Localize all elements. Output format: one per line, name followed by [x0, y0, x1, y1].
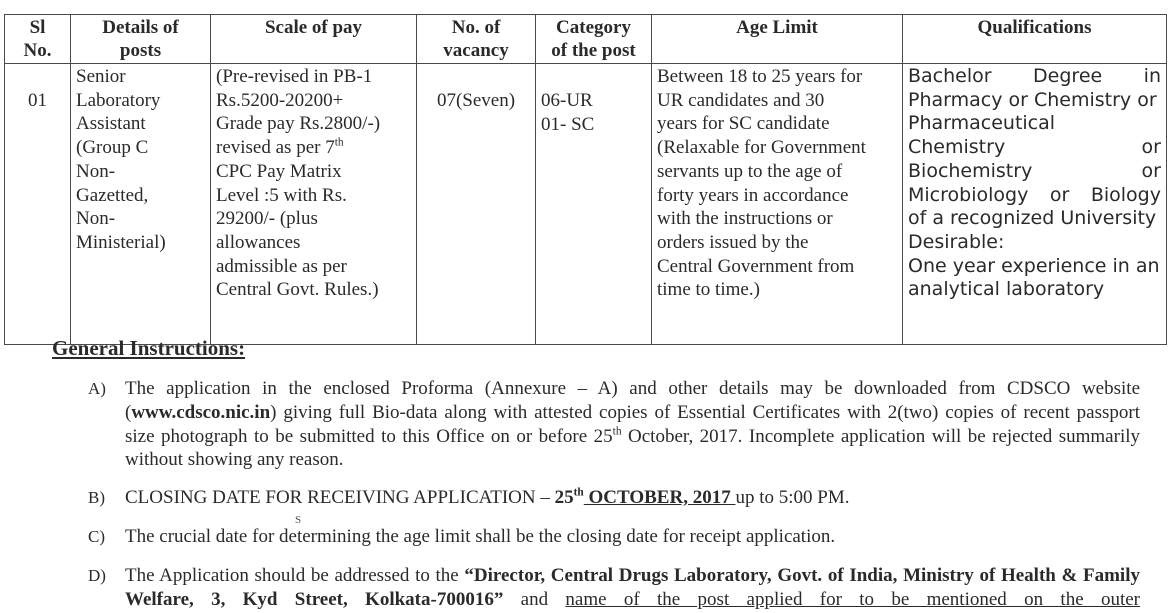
- instruction-label: A): [88, 379, 106, 398]
- cell-qualifications: Bachelor Degree in Pharmacy or Chemistry or Pharmaceutical Chemistry or Biochemistry or Microbiology or Biology of a recognized University Desirable: One year experience in an analytical laboratory: [903, 64, 1167, 345]
- vacancy-table: [4, 14, 1167, 345]
- cell-category: 06-UR 01- SC: [536, 64, 652, 345]
- instruction-text: The crucial date for determining the age limit shall be the closing date for receipt application.: [125, 526, 836, 547]
- table-row: [5, 64, 1167, 345]
- table-header-row: [5, 15, 1167, 64]
- instruction-a: [88, 377, 1140, 472]
- col-header-age-limit: Age Limit: [652, 15, 903, 64]
- stray-scan-mark: S: [295, 514, 302, 526]
- col-header-scale-of-pay: Scale of pay: [211, 15, 417, 64]
- instruction-text: The application in the enclosed Proforma (Annexure – A) and other details may be downloaded from CDSCO website (www.cdsco.nic.in) giving full Bio-data along with attested copies of Essential Certificates with 2(two) copies of recent passport size photograph to be submitted to this Office on or before 25th October, 2017. Incomplete application will be rejected summarily without showing any reason.: [125, 378, 1140, 471]
- col-header-sl-no: Sl No.: [5, 15, 71, 64]
- general-instructions-heading: General Instructions:: [52, 336, 246, 360]
- instruction-c: [88, 525, 1140, 549]
- instruction-d: [88, 564, 1140, 612]
- website-link[interactable]: www.cdsco.nic.in: [131, 401, 271, 423]
- instruction-b: [88, 486, 1140, 510]
- cell-sl-no: 01: [5, 64, 71, 345]
- col-header-category: Category of the post: [536, 15, 652, 64]
- instruction-label: C): [88, 527, 105, 546]
- cell-scale-of-pay: (Pre-revised in PB-1 Rs.5200-20200+ Grade pay Rs.2800/-) revised as per 7th CPC Pay Matrix Level :5 with Rs. 29200/- (plus allowances admissible as per Central Govt. Rules.): [211, 64, 417, 345]
- cell-vacancy: 07(Seven): [417, 64, 536, 345]
- instruction-text: CLOSING DATE FOR RECEIVING APPLICATION – 25th OCTOBER, 2017 up to 5:00 PM.: [125, 486, 850, 508]
- instruction-text: The Application should be addressed to the “Director, Central Drugs Laboratory, Govt. of India, Ministry of Health & Family Welfare, 3, Kyd Street, Kolkata-700016” and name of the post applied for to be mentioned on the outer: [125, 565, 1141, 610]
- closing-date: OCTOBER, 2017: [583, 487, 736, 508]
- col-header-vacancy: No. of vacancy: [417, 15, 536, 64]
- cell-age-limit: Between 18 to 25 years for UR candidates and 30 years for SC candidate (Relaxable for Government servants up to the age of forty years in accordance with the instructions or orders issued by the Central Government from time to time.): [652, 64, 903, 345]
- cell-post-details: Senior Laboratory Assistant (Group C Non- Gazetted, Non- Ministerial): [71, 64, 211, 345]
- instruction-label: B): [88, 488, 105, 507]
- postal-address: “Director, Central Drugs Laboratory, Govt. of India, Ministry of Health & Family Welfare, 3, Kyd Street, Kolkata-700016”: [125, 565, 1140, 610]
- col-header-qualifications: Qualifications: [903, 15, 1167, 64]
- instruction-label: D): [88, 566, 106, 585]
- col-header-details: Details of posts: [71, 15, 211, 64]
- closing-date-day: 25: [554, 487, 574, 508]
